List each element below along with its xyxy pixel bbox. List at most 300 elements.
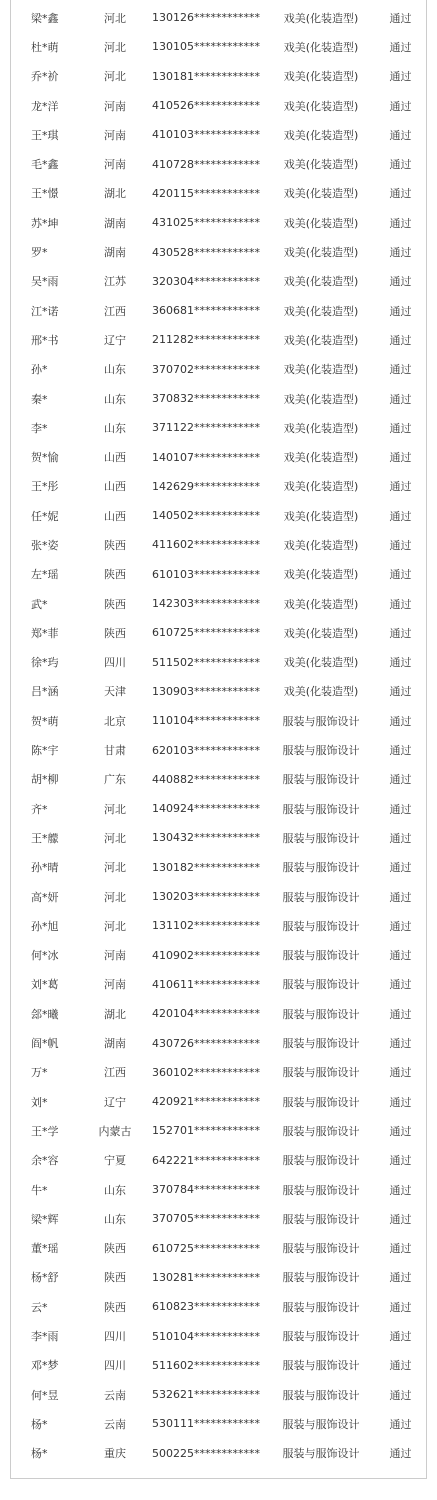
candidate-name: 李*雨 (31, 1330, 59, 1343)
candidate-result: 通过 (389, 1183, 412, 1197)
candidate-name: 牛* (31, 1183, 48, 1197)
candidate-province: 河北 (104, 890, 126, 904)
candidate-major: 服装与服饰设计 (282, 1007, 360, 1021)
candidate-major: 服装与服饰设计 (282, 1242, 360, 1256)
results-table (11, 3, 426, 1468)
candidate-result: 通过 (389, 538, 412, 552)
candidate-major: 戏美(化装造型) (283, 363, 359, 377)
candidate-id-number: 410902************ (152, 948, 260, 962)
candidate-name: 秦* (31, 392, 48, 406)
candidate-major: 戏美(化装造型) (283, 304, 359, 318)
candidate-id-number: 130203************ (152, 890, 260, 904)
candidate-result: 通过 (389, 158, 412, 172)
candidate-id-number: 140924************ (152, 802, 260, 816)
candidate-name: 杨* (31, 1447, 48, 1461)
candidate-name: 董*瑶 (31, 1242, 59, 1256)
candidate-major: 戏美(化装造型) (283, 187, 359, 201)
candidate-result: 通过 (389, 1271, 412, 1285)
table-row (11, 1204, 426, 1233)
table-row (11, 1321, 426, 1350)
candidate-name: 云* (31, 1300, 48, 1314)
candidate-province: 湖北 (104, 1007, 126, 1021)
table-row (11, 1439, 426, 1468)
table-row (11, 237, 426, 266)
candidate-id-number: 131102************ (152, 919, 260, 933)
candidate-name: 胡*柳 (31, 773, 59, 787)
candidate-result: 通过 (389, 949, 412, 963)
candidate-major: 服装与服饰设计 (282, 1388, 360, 1402)
candidate-major: 服装与服饰设计 (282, 1359, 360, 1373)
candidate-province: 河北 (104, 919, 126, 933)
candidate-result: 通过 (389, 40, 412, 54)
candidate-major: 戏美(化装造型) (283, 597, 359, 611)
candidate-major: 戏美(化装造型) (283, 246, 359, 260)
candidate-result: 通过 (389, 890, 412, 904)
candidate-id-number: 610725************ (152, 626, 260, 640)
candidate-major: 服装与服饰设计 (282, 1124, 360, 1138)
candidate-major: 服装与服饰设计 (282, 714, 360, 728)
candidate-name: 杜*萌 (31, 40, 59, 54)
candidate-province: 陕西 (104, 538, 126, 552)
candidate-province: 河南 (104, 158, 126, 172)
candidate-result: 通过 (389, 1388, 412, 1402)
candidate-major: 戏美(化装造型) (283, 333, 359, 347)
candidate-id-number: 410526************ (152, 99, 260, 113)
candidate-major: 戏美(化装造型) (283, 99, 359, 113)
candidate-id-number: 360102************ (152, 1065, 260, 1079)
table-row (11, 91, 426, 120)
candidate-result: 通过 (389, 597, 412, 611)
candidate-province: 广东 (104, 773, 126, 787)
candidate-id-number: 371122************ (152, 421, 260, 435)
candidate-id-number: 152701************ (152, 1124, 260, 1138)
candidate-major: 戏美(化装造型) (283, 656, 359, 670)
table-row (11, 355, 426, 384)
candidate-name: 孙* (31, 363, 48, 377)
table-row (11, 970, 426, 999)
candidate-province: 湖北 (104, 187, 126, 201)
candidate-id-number: 370832************ (152, 392, 260, 405)
candidate-name: 阎*帆 (31, 1037, 59, 1051)
candidate-name: 张*姿 (31, 538, 59, 552)
candidate-result: 通过 (389, 685, 412, 699)
candidate-result: 通过 (389, 802, 412, 816)
candidate-province: 甘肃 (104, 744, 126, 758)
candidate-major: 服装与服饰设计 (282, 949, 360, 963)
candidate-major: 戏美(化装造型) (283, 626, 359, 640)
table-row (11, 384, 426, 413)
candidate-id-number: 130903************ (152, 684, 260, 698)
candidate-major: 服装与服饰设计 (282, 1183, 360, 1197)
candidate-result: 通过 (389, 70, 412, 84)
candidate-province: 陕西 (104, 597, 126, 611)
candidate-name: 何*冰 (31, 949, 59, 963)
table-row (11, 413, 426, 442)
candidate-id-number: 610823************ (152, 1300, 260, 1314)
candidate-province: 湖南 (104, 1037, 126, 1051)
table-row (11, 677, 426, 706)
candidate-name: 孙*旭 (31, 919, 59, 933)
candidate-id-number: 511602************ (152, 1358, 260, 1372)
table-row (11, 1116, 426, 1145)
candidate-id-number: 410611************ (152, 977, 260, 991)
table-row (11, 296, 426, 325)
table-row (11, 560, 426, 589)
candidate-result: 通过 (389, 919, 412, 933)
candidate-id-number: 410728************ (152, 157, 260, 171)
candidate-name: 贺*萌 (31, 714, 59, 728)
candidate-result: 通过 (389, 128, 412, 142)
candidate-province: 四川 (104, 1330, 126, 1343)
candidate-major: 戏美(化装造型) (283, 158, 359, 172)
candidate-name: 王*艨 (31, 831, 59, 845)
candidate-major: 服装与服饰设计 (282, 1447, 360, 1461)
candidate-major: 戏美(化装造型) (283, 216, 359, 230)
table-row (11, 735, 426, 764)
candidate-province: 重庆 (104, 1447, 126, 1461)
candidate-result: 通过 (389, 304, 412, 318)
candidate-major: 服装与服饰设计 (282, 1037, 360, 1051)
candidate-name: 万* (31, 1066, 48, 1080)
candidate-province: 河北 (104, 802, 126, 816)
candidate-id-number: 130182************ (152, 860, 260, 874)
table-row (11, 589, 426, 618)
candidate-province: 山东 (104, 1183, 126, 1197)
candidate-province: 山东 (104, 363, 126, 377)
candidate-id-number: 360681************ (152, 304, 260, 318)
candidate-result: 通过 (389, 333, 412, 347)
table-row (11, 618, 426, 647)
candidate-id-number: 610103************ (152, 567, 260, 581)
candidate-result: 通过 (389, 1417, 412, 1431)
candidate-result: 通过 (389, 714, 412, 728)
candidate-id-number: 130126************ (152, 11, 260, 25)
candidate-id-number: 130281************ (152, 1270, 260, 1284)
candidate-id-number: 500225************ (152, 1446, 260, 1460)
candidate-name: 李* (31, 421, 48, 435)
candidate-id-number: 532621************ (152, 1388, 260, 1402)
candidate-result: 通过 (389, 1447, 412, 1461)
candidate-major: 戏美(化装造型) (283, 568, 359, 582)
candidate-result: 通过 (389, 451, 412, 465)
candidate-province: 辽宁 (104, 333, 126, 347)
table-row (11, 853, 426, 882)
table-row (11, 32, 426, 61)
candidate-major: 戏美(化装造型) (283, 11, 359, 25)
candidate-name: 任*妮 (31, 509, 59, 523)
table-row (11, 1028, 426, 1057)
candidate-id-number: 320304************ (152, 274, 260, 288)
table-row (11, 325, 426, 354)
table-row (11, 999, 426, 1028)
candidate-name: 杨*舒 (31, 1271, 59, 1285)
candidate-province: 江西 (104, 1066, 126, 1080)
candidate-name: 徐*玙 (31, 656, 59, 670)
candidate-major: 服装与服饰设计 (282, 802, 360, 816)
candidate-province: 河北 (104, 11, 126, 25)
candidate-province: 河北 (104, 831, 126, 845)
candidate-result: 通过 (389, 363, 412, 377)
candidate-major: 服装与服饰设计 (282, 1300, 360, 1314)
candidate-major: 服装与服饰设计 (282, 831, 360, 845)
table-row (11, 530, 426, 559)
candidate-result: 通过 (389, 744, 412, 758)
candidate-id-number: 620103************ (152, 743, 260, 757)
candidate-result: 通过 (389, 392, 412, 406)
table-row (11, 1175, 426, 1204)
candidate-major: 戏美(化装造型) (283, 480, 359, 494)
candidate-province: 陕西 (104, 626, 126, 640)
candidate-result: 通过 (389, 480, 412, 494)
candidate-result: 通过 (389, 1124, 412, 1138)
table-row (11, 1087, 426, 1116)
candidate-province: 北京 (104, 714, 126, 728)
candidate-result: 通过 (389, 1212, 412, 1226)
candidate-name: 王*学 (31, 1124, 59, 1138)
candidate-name: 梁*鑫 (31, 11, 59, 25)
candidate-id-number: 420921************ (152, 1095, 260, 1109)
candidate-id-number: 430528************ (152, 245, 260, 259)
candidate-name: 邓*梦 (31, 1359, 59, 1373)
candidate-name: 贺*愉 (31, 451, 59, 465)
candidate-province: 河北 (104, 861, 126, 875)
candidate-major: 服装与服饰设计 (282, 861, 360, 875)
candidate-province: 山西 (104, 480, 126, 494)
table-row (11, 1233, 426, 1262)
candidate-name: 邢*书 (31, 333, 59, 347)
candidate-major: 服装与服饰设计 (282, 1095, 360, 1109)
candidate-name: 刘*葛 (31, 978, 59, 992)
candidate-name: 江*诺 (31, 304, 59, 318)
table-row (11, 706, 426, 735)
candidate-name: 余*容 (31, 1154, 59, 1168)
candidate-result: 通过 (389, 216, 412, 230)
candidate-province: 陕西 (104, 1242, 126, 1256)
table-row (11, 120, 426, 149)
candidate-province: 陕西 (104, 1300, 126, 1314)
candidate-major: 服装与服饰设计 (282, 1417, 360, 1431)
table-row (11, 794, 426, 823)
candidate-province: 湖南 (104, 246, 126, 260)
candidate-result: 通过 (389, 187, 412, 201)
candidate-id-number: 431025************ (152, 216, 260, 230)
candidate-result: 通过 (389, 1300, 412, 1314)
candidate-province: 云南 (104, 1417, 126, 1431)
candidate-result: 通过 (389, 1095, 412, 1109)
candidate-result: 通过 (389, 11, 412, 25)
candidate-id-number: 140107************ (152, 450, 260, 464)
candidate-id-number: 510104************ (152, 1329, 260, 1343)
candidate-major: 服装与服饰设计 (282, 978, 360, 992)
candidate-name: 郑*菲 (31, 626, 59, 640)
candidate-province: 河南 (104, 949, 126, 963)
table-row (11, 1351, 426, 1380)
candidate-id-number: 370702************ (152, 362, 260, 376)
candidate-result: 通过 (389, 1037, 412, 1051)
table-row (11, 442, 426, 471)
table-row (11, 179, 426, 208)
table-row (11, 1380, 426, 1409)
candidate-id-number: 511502************ (152, 655, 260, 669)
candidate-id-number: 130105************ (152, 40, 260, 54)
table-row (11, 941, 426, 970)
candidate-name: 苏*坤 (31, 216, 59, 230)
candidate-province: 河北 (104, 70, 126, 84)
candidate-province: 山西 (104, 509, 126, 523)
candidate-province: 四川 (104, 1359, 126, 1373)
candidate-id-number: 142303************ (152, 597, 260, 611)
candidate-name: 高*妍 (31, 890, 59, 904)
candidate-id-number: 110104************ (152, 714, 260, 728)
candidate-id-number: 411602************ (152, 538, 260, 552)
candidate-result: 通过 (389, 1154, 412, 1168)
candidate-id-number: 440882************ (152, 772, 260, 786)
candidate-name: 王*彤 (31, 480, 59, 494)
candidate-province: 江西 (104, 304, 126, 318)
candidate-result: 通过 (389, 1242, 412, 1256)
candidate-id-number: 642221************ (152, 1153, 260, 1167)
candidate-name: 毛*鑫 (31, 158, 59, 172)
candidate-result: 通过 (389, 1007, 412, 1021)
candidate-province: 河北 (104, 40, 126, 54)
candidate-major: 服装与服饰设计 (282, 919, 360, 933)
candidate-result: 通过 (389, 861, 412, 875)
candidate-major: 戏美(化装造型) (283, 685, 359, 699)
candidate-result: 通过 (389, 978, 412, 992)
candidate-id-number: 430726************ (152, 1036, 260, 1050)
candidate-name: 王*憬 (31, 187, 59, 201)
candidate-major: 戏美(化装造型) (283, 275, 359, 289)
candidate-province: 河南 (104, 128, 126, 142)
candidate-province: 内蒙古 (98, 1124, 132, 1138)
candidate-province: 辽宁 (104, 1095, 126, 1109)
candidate-id-number: 142629************ (152, 479, 260, 493)
candidate-name: 龙*洋 (31, 99, 59, 113)
candidate-result: 通过 (389, 275, 412, 289)
candidate-name: 陈*宇 (31, 744, 59, 758)
candidate-id-number: 370705************ (152, 1212, 260, 1226)
candidate-result: 通过 (389, 568, 412, 582)
candidate-province: 河南 (104, 978, 126, 992)
candidate-province: 江苏 (104, 275, 126, 289)
candidate-result: 通过 (389, 1359, 412, 1373)
candidate-province: 陕西 (104, 568, 126, 582)
candidate-major: 戏美(化装造型) (283, 128, 359, 142)
table-row (11, 765, 426, 794)
table-row (11, 1146, 426, 1175)
candidate-major: 服装与服饰设计 (282, 890, 360, 904)
candidate-major: 戏美(化装造型) (283, 392, 359, 406)
candidate-name: 左*瑶 (31, 568, 59, 582)
candidate-result: 通过 (389, 99, 412, 113)
candidate-name: 孙*晴 (31, 861, 59, 875)
candidate-major: 戏美(化装造型) (283, 421, 359, 435)
table-row (11, 208, 426, 237)
candidate-id-number: 530111************ (152, 1417, 260, 1431)
candidate-major: 戏美(化装造型) (283, 538, 359, 552)
table-row (11, 823, 426, 852)
candidate-result: 通过 (389, 246, 412, 260)
candidate-province: 四川 (104, 656, 126, 670)
candidate-id-number: 420104************ (152, 1007, 260, 1021)
candidate-id-number: 211282************ (152, 333, 260, 347)
candidate-name: 刘* (31, 1095, 48, 1109)
candidate-name: 吕*涵 (31, 685, 59, 699)
candidate-result: 通过 (389, 626, 412, 640)
candidate-province: 云南 (104, 1388, 126, 1402)
candidate-name: 罗* (31, 246, 48, 260)
table-row (11, 267, 426, 296)
candidate-major: 服装与服饰设计 (282, 1212, 360, 1226)
candidate-name: 杨* (31, 1417, 48, 1431)
table-row (11, 1058, 426, 1087)
candidate-name: 武* (31, 597, 48, 611)
candidate-major: 戏美(化装造型) (283, 70, 359, 84)
table-row (11, 1263, 426, 1292)
candidate-name: 梁*辉 (31, 1212, 59, 1226)
table-row (11, 882, 426, 911)
candidate-province: 山东 (104, 421, 126, 435)
candidate-result: 通过 (389, 656, 412, 670)
candidate-major: 服装与服饰设计 (282, 1271, 360, 1285)
table-border-bottom (10, 1478, 427, 1479)
candidate-major: 服装与服饰设计 (282, 744, 360, 758)
candidate-province: 河南 (104, 99, 126, 113)
candidate-name: 郐*曦 (31, 1007, 59, 1021)
candidate-name: 吴*雨 (31, 275, 59, 289)
candidate-id-number: 410103************ (152, 128, 260, 142)
candidate-province: 湖南 (104, 216, 126, 230)
candidate-result: 通过 (389, 831, 412, 845)
table-row (11, 62, 426, 91)
candidate-id-number: 130181************ (152, 69, 260, 83)
candidate-result: 通过 (389, 1330, 412, 1343)
candidate-result: 通过 (389, 1066, 412, 1080)
candidate-name: 王*琪 (31, 128, 59, 142)
candidate-province: 天津 (104, 685, 126, 699)
candidate-major: 服装与服饰设计 (282, 1154, 360, 1168)
candidate-id-number: 610725************ (152, 1241, 260, 1255)
table-row (11, 648, 426, 677)
candidate-major: 服装与服饰设计 (282, 1330, 360, 1343)
table-border-right (426, 0, 427, 1478)
candidate-major: 服装与服饰设计 (282, 1066, 360, 1080)
candidate-name: 乔*祄 (31, 70, 59, 84)
candidate-province: 山西 (104, 451, 126, 465)
candidate-province: 山东 (104, 392, 126, 406)
table-row (11, 1409, 426, 1438)
candidate-name: 齐* (31, 802, 48, 816)
candidate-major: 戏美(化装造型) (283, 40, 359, 54)
table-row (11, 149, 426, 178)
table-row (11, 911, 426, 940)
candidate-major: 戏美(化装造型) (283, 451, 359, 465)
candidate-major: 戏美(化装造型) (283, 509, 359, 523)
candidate-major: 服装与服饰设计 (282, 773, 360, 787)
candidate-id-number: 420115************ (152, 186, 260, 200)
candidate-province: 宁夏 (104, 1154, 126, 1168)
candidate-id-number: 370784************ (152, 1183, 260, 1197)
candidate-name: 何*昱 (31, 1388, 59, 1402)
candidate-result: 通过 (389, 421, 412, 435)
candidate-result: 通过 (389, 773, 412, 787)
table-row (11, 501, 426, 530)
table-row (11, 1292, 426, 1321)
table-row (11, 3, 426, 32)
candidate-id-number: 130432************ (152, 831, 260, 845)
candidate-id-number: 140502************ (152, 509, 260, 523)
table-row (11, 472, 426, 501)
